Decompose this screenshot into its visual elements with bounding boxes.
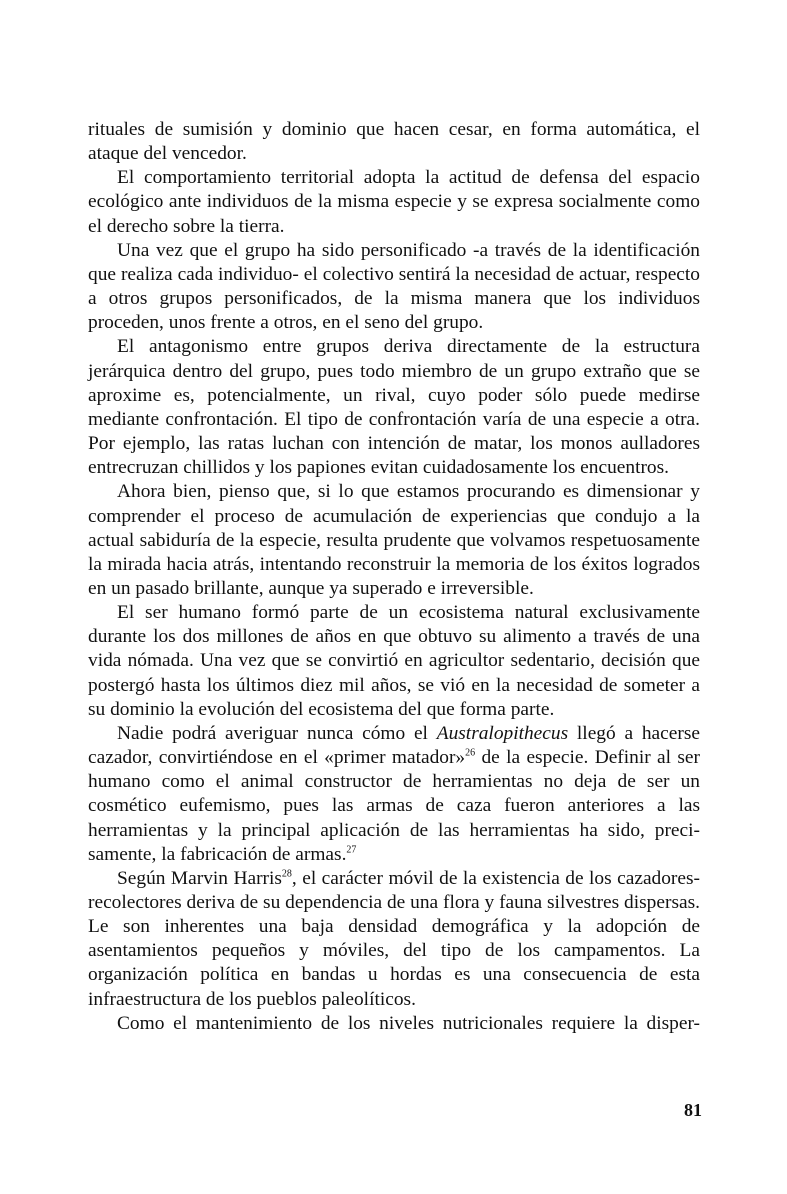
paragraph <box>88 722 700 867</box>
paragraph <box>88 867 700 1012</box>
footnote-ref: 27 <box>346 844 357 856</box>
text-run: Nadie podrá averiguar nunca cómo el <box>117 722 437 744</box>
text-run: llegó a hacerse cazador, convirtiéndose en el «primer matador» <box>88 722 700 769</box>
text-run: El comportamiento territorial adopta la actitud de defensa del espacio ecológico ante individuos de la misma especie y se expresa socialmente como el derecho sobre la tierra. <box>88 167 700 237</box>
text-run: El ser humano formó parte de un ecosistema natural exclusivamente durante los dos millones de años en que obtuvo su alimento a través de una vida nómada. Una vez que se convirtió en agricultor sedentario, decisión que postergó hasta los últimos diez mil años, se vió en la necesidad de someter a su dominio la evolución del ecosistema del que forma parte. <box>88 602 700 720</box>
paragraph <box>88 480 700 601</box>
text-run: Como el mantenimiento de los niveles nutricionales requiere la disper- <box>117 1012 700 1034</box>
text-run: El antagonismo entre grupos deriva directamente de la estructura jerárquica dentro del grupo, pues todo miembro de un grupo extraño que se aproxime es, potencialmente, un rival, cuyo poder sólo puede medirse mediante confrontación. El tipo de confrontación varía de una especie a otra. Por ejemplo, las ratas luchan con intención de matar, los monos aulladores entrecruzan chillidos y los papiones evitan cuidadosamente los encuentros. <box>88 336 700 479</box>
paragraph <box>88 601 700 722</box>
paragraph <box>88 166 700 238</box>
paragraph <box>88 335 700 480</box>
text-run: , el carácter móvil de la existencia de los cazadores-recolectores deriva de su dependencia de una flora y fauna silvestres dispersas. Le son inherentes una baja densidad demográfica y la adopción de asentamientos pequeños y móviles, del tipo de los campamentos. La organización política en bandas u hordas es una consecuencia de esta infraestructura de los pueblos paleolíticos. <box>88 867 701 1010</box>
footnote-ref: 28 <box>281 868 292 880</box>
paragraph <box>88 118 700 166</box>
text-run: Según Marvin Harris <box>117 867 282 889</box>
text-run: rituales de sumisión y dominio que hacen cesar, en forma automática, el ataque del vencedor. <box>88 119 700 165</box>
footnote-ref: 26 <box>465 747 476 759</box>
italic-term: Australopithecus <box>436 722 569 744</box>
body-text <box>88 118 700 1036</box>
paragraph <box>88 1012 700 1036</box>
text-run: Una vez que el grupo ha sido personificado -a través de la identificación que realiza cada individuo- el colectivo sentirá la necesidad de actuar, respecto a otros grupos personificados, de la misma manera que los individuos proceden, unos frente a otros, en el seno del grupo. <box>88 239 700 334</box>
text-run: de la especie. Definir al ser humano como el animal constructor de herramientas no deja de ser un cosmético eufemismo, pues las armas de caza fueron anteriores a las herramientas y la principal aplicación de las herramientas ha sido, precisamente, la fabricación de armas. <box>88 747 700 865</box>
page-number: 81 <box>684 1100 702 1120</box>
paragraph <box>88 239 700 336</box>
text-run: Ahora bien, pienso que, si lo que estamos procurando es dimensionar y comprender el proceso de acumulación de experiencias que condujo a la actual sabiduría de la especie, resulta prudente que volvamos respetuosamente la mirada hacia atrás, intentando reconstruir la memoria de los éxitos logrados en un pasado brillante, aunque ya superado e irreversible. <box>88 481 700 599</box>
